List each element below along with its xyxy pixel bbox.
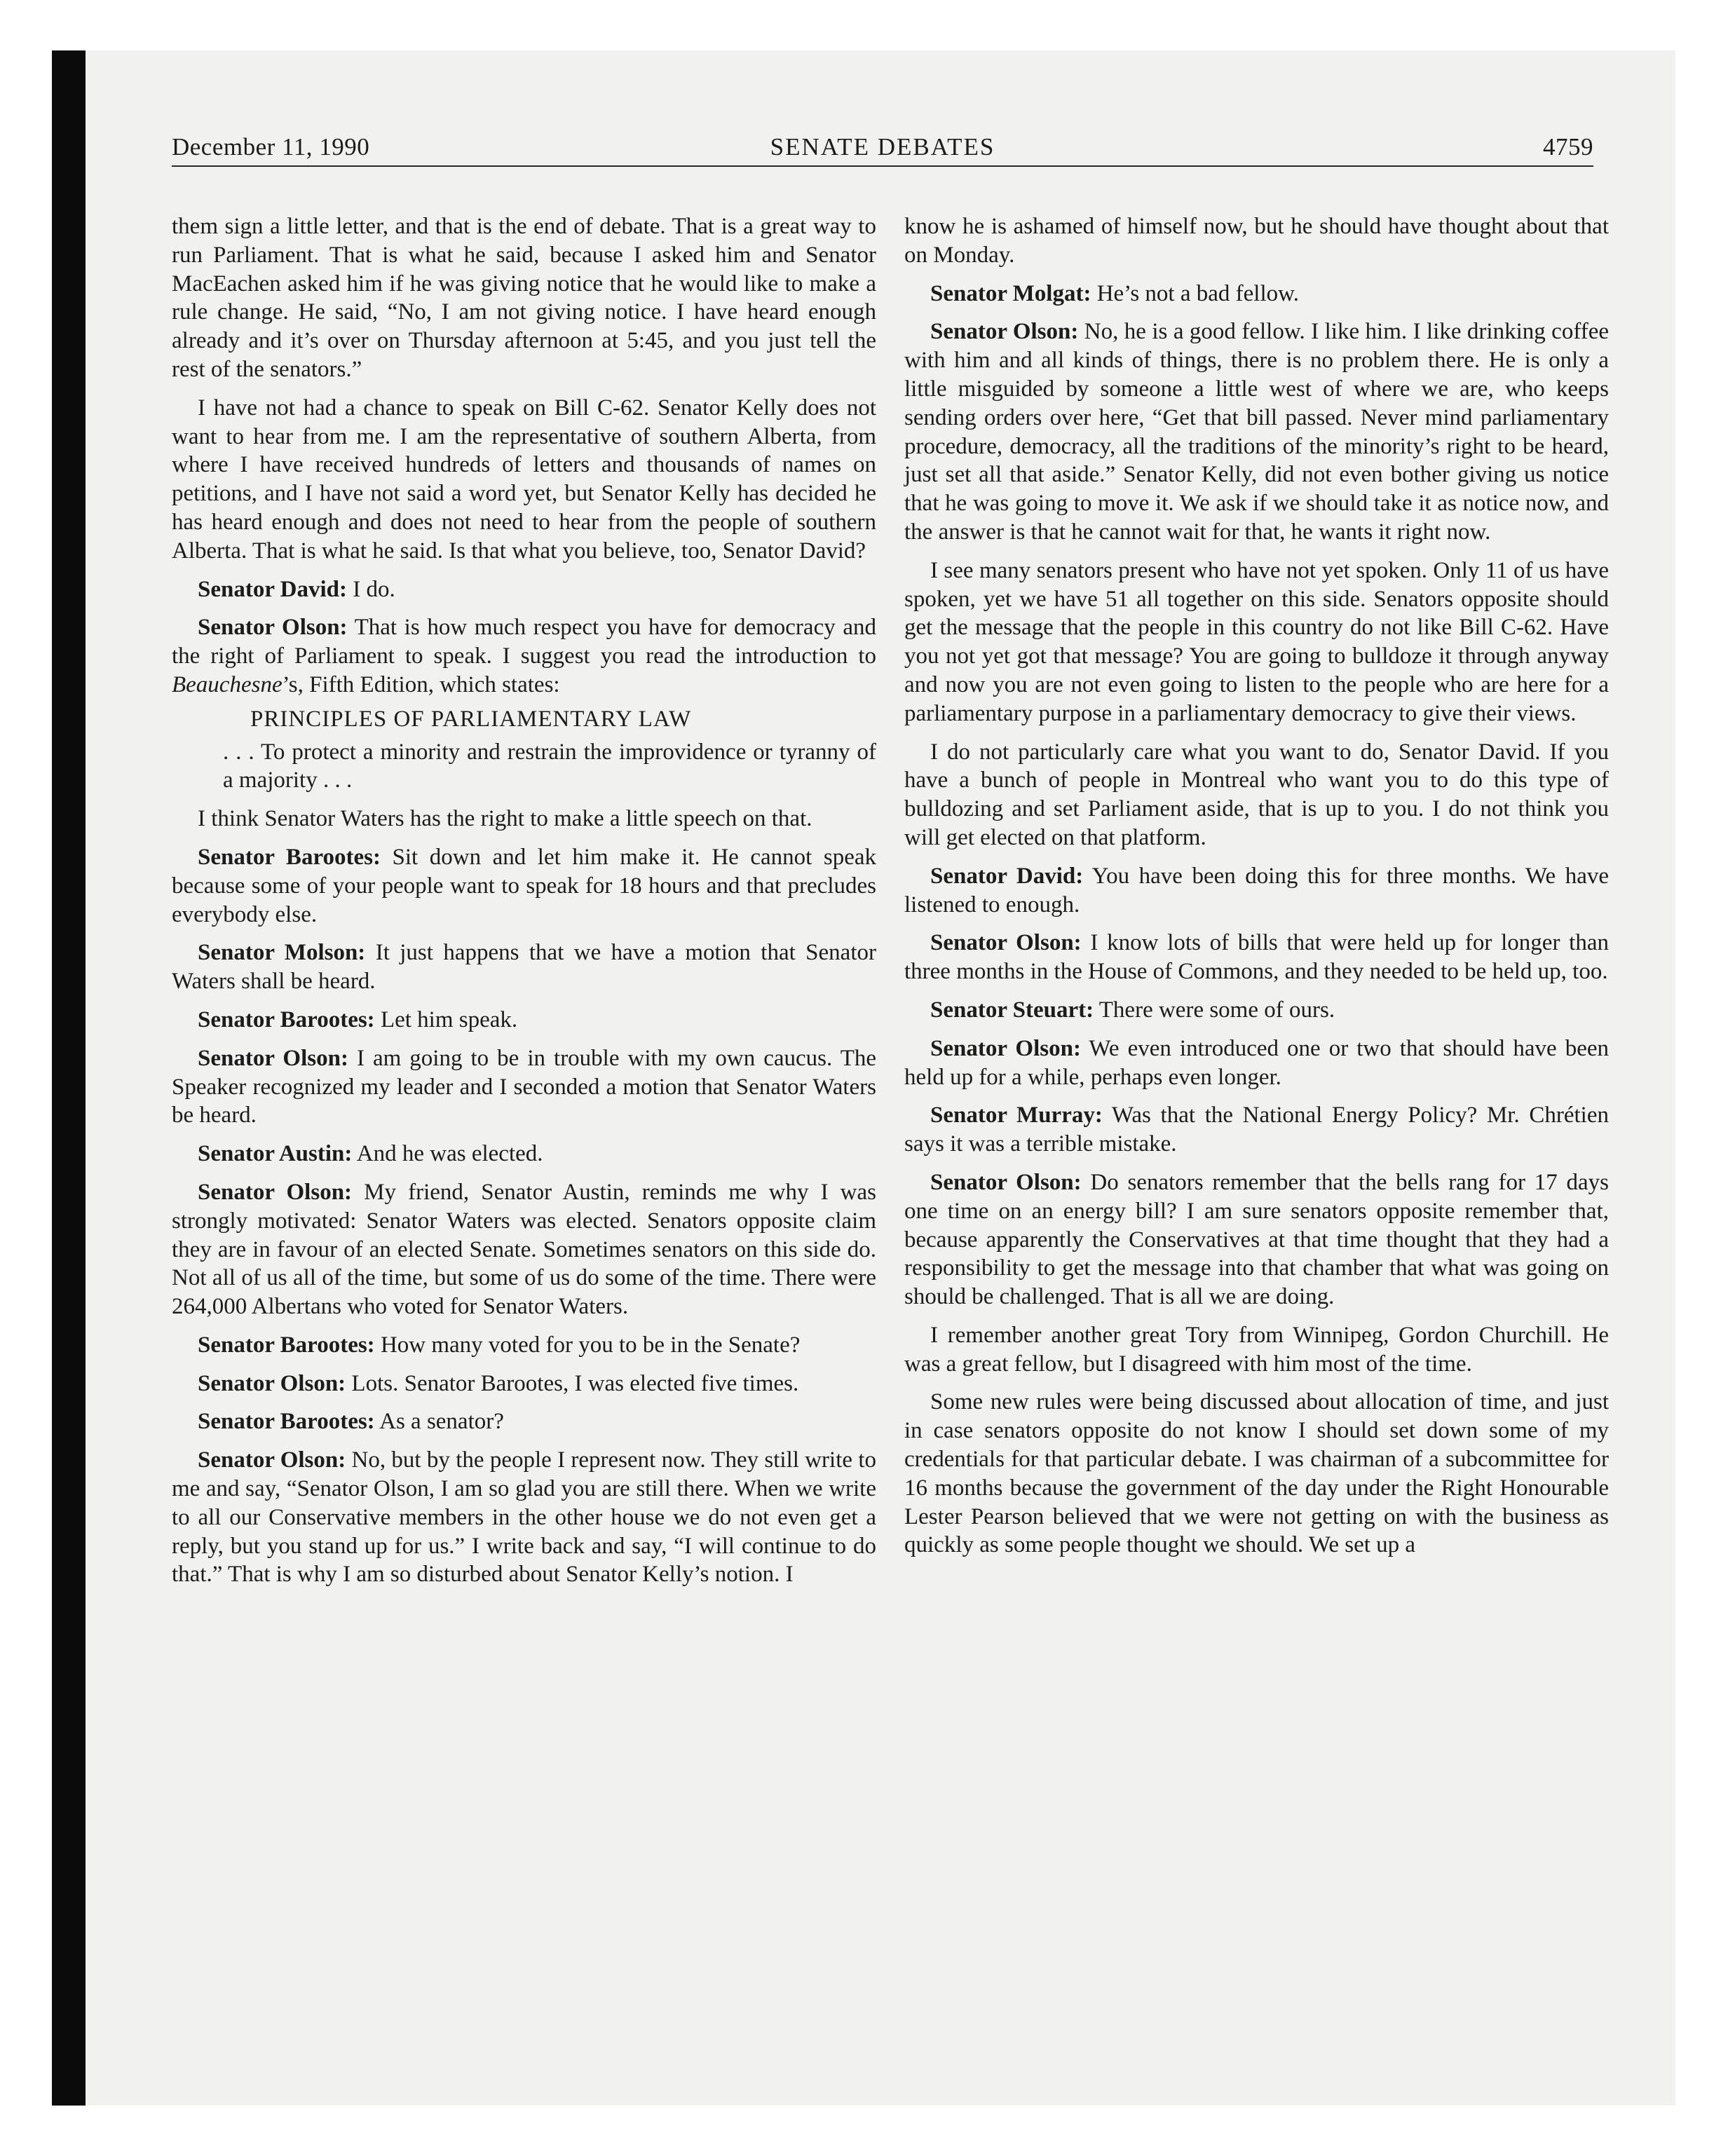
speaker-name: Senator Barootes: xyxy=(198,1409,375,1435)
speech-text: He’s not a bad fellow. xyxy=(1091,280,1300,306)
speech-text: And he was elected. xyxy=(352,1141,543,1167)
block-quote: . . . To protect a minority and restrain the improvidence or tyranny of a majority . . . xyxy=(223,739,876,793)
speech-paragraph xyxy=(172,1370,876,1398)
speaker-name: Senator Olson: xyxy=(198,615,348,641)
speaker-name: Senator Olson: xyxy=(198,1370,346,1396)
right-column xyxy=(904,212,1609,1569)
speech-paragraph xyxy=(172,1178,876,1321)
speech-paragraph xyxy=(904,996,1609,1025)
speech-text: It just happens that we have a motion that Senator Waters shall be heard. xyxy=(172,940,876,995)
speaker-name: Senator Steuart: xyxy=(930,997,1094,1023)
speech-text: Let him speak. xyxy=(374,1007,518,1032)
speech-paragraph xyxy=(904,1101,1609,1159)
speaker-name: Senator Murray: xyxy=(930,1103,1103,1128)
speech-text: I know lots of bills that were held up for longer than three months in the House of Commons, and they needed to be held up, too. xyxy=(904,930,1609,985)
speaker-name: Senator Olson: xyxy=(930,319,1079,345)
speech-paragraph xyxy=(904,1168,1609,1311)
speaker-name: Senator Molson: xyxy=(198,940,366,966)
speech-paragraph xyxy=(904,1035,1609,1092)
speech-text: There were some of ours. xyxy=(1094,997,1335,1023)
speech-paragraph xyxy=(172,843,876,929)
speech-paragraph xyxy=(904,862,1609,920)
speech-text: No, but by the people I represent now. They still write to me and say, “Senator Olson, I am so glad you are still there. When we write to all our Conservative members in the other house we do not even get a reply, but you stand up for us.” I write back and say, “I will continue to do that.” That is why I am so disturbed about Senator Kelly’s notion. I xyxy=(172,1447,876,1588)
paragraph: I see many senators present who have not yet spoken. Only 11 of us have spoken, yet we have 51 all together on this side. Senators opposite should get the message that the people in this country do not like Bill C-62. Have you not yet got that message? You are going to bulldoze it through anyway and now you are not even going to listen to the people who are here for a parliamentary purpose in a parliamentary democracy to give their views. xyxy=(904,557,1609,726)
speaker-name: Senator Olson: xyxy=(930,1169,1082,1195)
scan-binding-edge xyxy=(52,50,86,2106)
speaker-name: Senator Barootes: xyxy=(198,1007,375,1032)
speech-text: My friend, Senator Austin, reminds me why I was strongly motivated: Senator Waters was elected. Senators opposite claim they are in favour of an elected Senate. Sometimes senators on this side do. Not all of us all of the time, but some of us do some of the time. There were 264,000 Albertans who voted for Senator Waters. xyxy=(172,1179,877,1320)
running-header xyxy=(172,133,1593,167)
quote-heading: PRINCIPLES OF PARLIAMENTARY LAW xyxy=(250,706,692,732)
speech-text: As a senator? xyxy=(374,1409,504,1435)
speaker-name: Senator Olson: xyxy=(198,1447,346,1473)
speech-paragraph xyxy=(904,280,1609,308)
speech-text: You have been doing this for three months. We have listened to enough. xyxy=(904,863,1609,917)
speaker-name: Senator David: xyxy=(198,576,347,602)
speaker-name: Senator David: xyxy=(930,863,1084,889)
speech-paragraph xyxy=(172,1044,876,1130)
speaker-name: Senator Olson: xyxy=(198,1045,348,1071)
paragraph: them sign a little letter, and that is the end of debate. That is a great way to run Parliament. That is what he said, because I asked him and Senator MacEachen asked him if he was giving notice that he would like to make a rule change. He said, “No, I am not giving notice. I have heard enough already and it’s over on Thursday afternoon at 5:45, and you just tell the rest of the senators.” xyxy=(172,214,876,382)
speech-text: Was that the National Energy Policy? Mr. Chrétien says it was a terrible mistake. xyxy=(904,1103,1609,1157)
left-column xyxy=(172,212,876,1599)
speaker-name: Senator Barootes: xyxy=(198,1332,375,1358)
speech-text: How many voted for you to be in the Senate? xyxy=(374,1332,801,1358)
speech-paragraph xyxy=(172,1446,876,1589)
page-number: 4759 xyxy=(1543,133,1593,161)
speech-text: No, he is a good fellow. I like him. I like drinking coffee with him and all kinds of things, there is no problem there. He is only a little misguided by someone a little west of where we are, who keeps sending orders over here, “Get that bill passed. Never mind parliamentary procedure, democracy, all the traditions of the minority’s right to be heard, just set all that aside.” Senator Kelly, did not even bother giving us notice that he was going to move it. We ask if we should take it as notice now, and the answer is that he cannot wait for that, he wants it right now. xyxy=(904,319,1609,545)
speaker-name: Senator Olson: xyxy=(930,930,1082,956)
speech-paragraph xyxy=(172,1140,876,1168)
paragraph: I remember another great Tory from Winnipeg, Gordon Churchill. He was a great fellow, but I disagreed with him most of the time. xyxy=(904,1322,1609,1377)
speech-text: ’s, Fifth Edition, which states: xyxy=(282,671,560,697)
speech-paragraph xyxy=(172,1331,876,1360)
paragraph: I have not had a chance to speak on Bill C-62. Senator Kelly does not want to hear from me. I am the representative of southern Alberta, from where I have received hundreds of letters and thousands of names on petitions, and I have not said a word yet, but Senator Kelly has decided he has heard enough and does not need to hear from the people of southern Alberta. That is what he said. Is that what you believe, too, Senator David? xyxy=(172,395,876,564)
speech-paragraph xyxy=(172,939,876,996)
speech-paragraph xyxy=(904,929,1609,986)
paragraph: know he is ashamed of himself now, but he should have thought about that on Monday. xyxy=(904,214,1609,268)
speaker-name: Senator Austin: xyxy=(198,1141,353,1167)
speech-text: I am going to be in trouble with my own caucus. The Speaker recognized my leader and I seconded a motion that Senator Waters be heard. xyxy=(172,1045,876,1128)
book-title: Beauchesne xyxy=(172,671,283,697)
speaker-name: Senator Olson: xyxy=(198,1179,353,1205)
speech-text: Sit down and let him make it. He cannot speak because some of your people want to speak for 18 hours and that precludes everybody else. xyxy=(172,844,876,927)
header-title: SENATE DEBATES xyxy=(770,133,995,161)
speech-text: That is how much respect you have for democracy and the right of Parliament to speak. I suggest you read the introduction to xyxy=(172,615,876,669)
speech-paragraph xyxy=(172,1006,876,1035)
speech-text: I do. xyxy=(347,576,395,602)
speaker-name: Senator Molgat: xyxy=(930,280,1091,306)
header-date: December 11, 1990 xyxy=(172,133,370,161)
paragraph: I think Senator Waters has the right to make a little speech on that. xyxy=(198,806,812,832)
speech-text: Lots. Senator Barootes, I was elected five times. xyxy=(346,1370,799,1396)
speech-paragraph xyxy=(172,613,876,699)
speech-text: We even introduced one or two that should have been held up for a while, perhaps even longer. xyxy=(904,1035,1609,1090)
speaker-name: Senator Olson: xyxy=(930,1035,1081,1061)
speech-paragraph xyxy=(172,1407,876,1436)
speech-paragraph xyxy=(172,575,876,604)
paragraph: I do not particularly care what you want to do, Senator David. If you have a bunch of people in Montreal who want you to do this type of bulldozing and set Parliament aside, that is up to you. I do not think you will get elected on that platform. xyxy=(904,739,1609,850)
speaker-name: Senator Barootes: xyxy=(198,844,381,870)
speech-text: Do senators remember that the bells rang for 17 days one time on an energy bill? I am sure senators opposite remember that, because apparently the Conservatives at that time thought that they had a responsibility to get the message into that chamber that what was going on should be challenged. That is all we are doing. xyxy=(904,1169,1609,1310)
speech-paragraph xyxy=(904,318,1609,546)
paragraph: Some new rules were being discussed about allocation of time, and just in case senators opposite do not know I should set down some of my credentials for that particular debate. I was chairman of a subcommittee for 16 months because the government of the day under the Right Honourable Lester Pearson believed that we were not getting on with the business as quickly as some people thought we should. We set up a xyxy=(904,1389,1609,1558)
